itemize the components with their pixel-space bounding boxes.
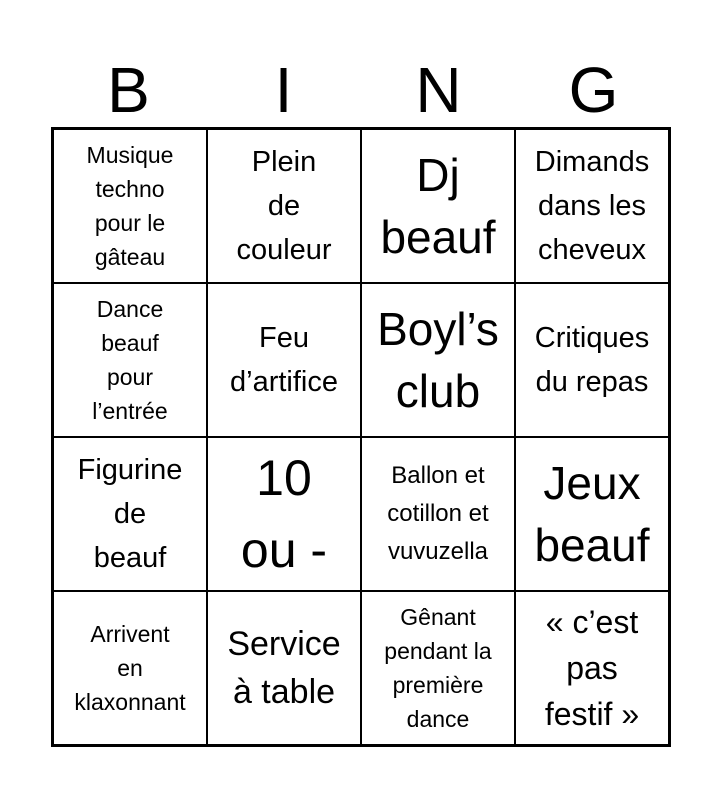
cell-text: Service à table [227,625,341,711]
cell-text: « c’est pas festif » [544,604,640,732]
bingo-cell[interactable] [207,437,361,591]
bingo-cell[interactable] [53,129,207,283]
cell-text: Plein de couleur [236,146,332,266]
bingo-board [51,127,671,747]
bingo-cell[interactable] [361,283,515,437]
bingo-cell[interactable] [515,283,669,437]
bingo-cell[interactable] [207,283,361,437]
bingo-cell[interactable] [53,283,207,437]
bingo-cell[interactable] [515,129,669,283]
cell-text: Dj beauf [380,149,496,263]
cell-text: Dance beauf pour l’entrée [92,296,168,424]
bingo-header [51,52,671,128]
cell-text: 10 ou - [240,450,328,578]
cell-text: Musique techno pour le gâteau [86,142,174,270]
bingo-cell[interactable] [207,591,361,745]
bingo-cell[interactable] [361,437,515,591]
cell-text: Feu d’artifice [230,322,338,398]
bingo-cell[interactable] [53,591,207,745]
bingo-cell[interactable] [207,129,361,283]
cell-text: Dimands dans les cheveux [534,146,650,266]
header-letter-n: N [415,54,462,126]
bingo-cell[interactable] [53,437,207,591]
bingo-cell[interactable] [361,591,515,745]
cell-text: Ballon et cotillon et vuvuzella [387,462,489,565]
cell-text: Figurine de beauf [77,454,183,574]
bingo-cell[interactable] [361,129,515,283]
cell-text: Arrivent en klaxonnant [74,621,186,715]
cell-text: Boyl’s club [377,303,499,417]
header-letter-b: B [107,54,150,126]
cell-text: Jeux beauf [534,457,650,571]
bingo-cell[interactable] [515,591,669,745]
bingo-cell[interactable] [515,437,669,591]
cell-text: Gênant pendant la première dance [384,604,492,732]
header-letter-g: G [568,54,619,126]
cell-text: Critiques du repas [534,322,650,398]
header-letter-i: I [274,54,293,126]
